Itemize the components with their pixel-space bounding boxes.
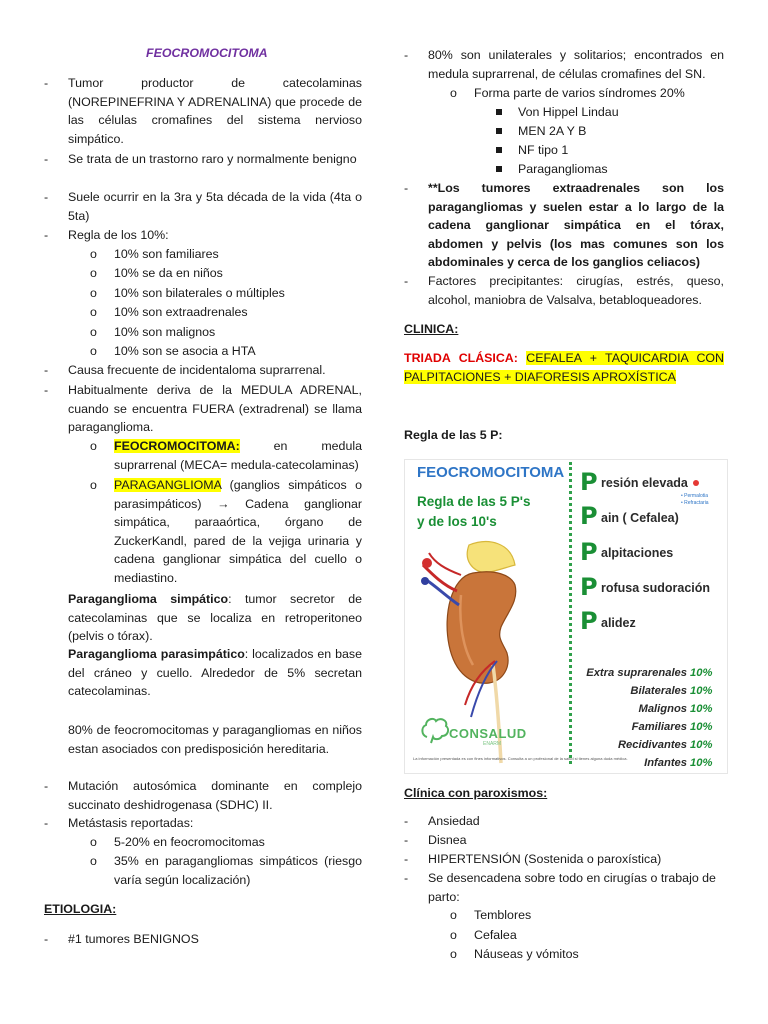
tiny-note: • Permalotia bbox=[681, 493, 709, 499]
dash-bullet: - bbox=[44, 932, 49, 946]
para-label: PARAGANGLIOMA bbox=[114, 478, 222, 492]
dash-bullet: - bbox=[404, 871, 409, 885]
section-heading bbox=[404, 784, 724, 803]
item-text: 10% son se asocia a HTA bbox=[114, 344, 256, 358]
item-text: Habitualmente deriva de la MEDULA ADRENAL, cuando se encuentra FUERA (extradrenal) se llama paraganglioma. bbox=[68, 383, 362, 435]
item-text: Se desencadena sobre todo en cirugías o trabajo de parto: bbox=[428, 871, 716, 904]
stat-label: Extra suprarenales bbox=[586, 667, 687, 679]
item-text: Von Hippel Lindau bbox=[518, 105, 619, 119]
dash-bullet: - bbox=[44, 190, 49, 204]
stat-value: 10% bbox=[690, 721, 713, 733]
dash-bullet: - bbox=[404, 833, 409, 847]
pp-label: Paraganglioma parasimpático bbox=[68, 647, 245, 661]
item-text: Factores precipitantes: cirugías, estrés, queso, alcohol, maniobra de Valsalva, betabloqueadores. bbox=[428, 274, 724, 307]
circle-bullet: o bbox=[450, 947, 457, 961]
stat-label: Malignos bbox=[638, 703, 687, 715]
p-letter: P bbox=[580, 468, 598, 496]
stat-value: 10% bbox=[690, 667, 713, 679]
triada-line-2 bbox=[404, 368, 724, 387]
infographic-5p bbox=[404, 459, 728, 774]
item-text bbox=[114, 476, 362, 588]
item-text: 10% se da en niños bbox=[114, 266, 223, 280]
p-word: resión elevada bbox=[601, 476, 688, 490]
circle-bullet: o bbox=[450, 86, 457, 100]
circle-bullet: o bbox=[90, 854, 97, 868]
circle-bullet: o bbox=[90, 247, 97, 261]
stat-value: 10% bbox=[690, 685, 713, 697]
paragraph-text bbox=[68, 645, 362, 701]
dash-bullet: - bbox=[404, 814, 409, 828]
dotted-divider bbox=[569, 462, 572, 764]
dash-bullet: - bbox=[44, 383, 49, 397]
dash-bullet: - bbox=[44, 779, 49, 793]
item-text: NF tipo 1 bbox=[518, 143, 569, 157]
circle-bullet: o bbox=[450, 908, 457, 922]
stat-label: Infantes bbox=[644, 757, 687, 769]
section-heading bbox=[44, 900, 362, 919]
circle-bullet: o bbox=[90, 439, 97, 453]
item-text: 10% son bilaterales o múltiples bbox=[114, 286, 285, 300]
circle-bullet: o bbox=[90, 266, 97, 280]
item-text: Forma parte de varios síndromes 20% bbox=[474, 86, 685, 100]
item-text: Paragangliomas bbox=[518, 162, 608, 176]
item-text: Causa frecuente de incidentaloma suprarrenal. bbox=[68, 363, 326, 377]
item-text: 10% son extraadrenales bbox=[114, 305, 248, 319]
dash-bullet: - bbox=[404, 181, 409, 195]
item-text bbox=[114, 437, 362, 474]
brain-logo-icon bbox=[419, 715, 451, 745]
ps-label: Paraganglioma simpático bbox=[68, 592, 229, 606]
triada-text bbox=[404, 349, 724, 368]
dash-bullet: - bbox=[44, 228, 49, 242]
dash-bullet: - bbox=[44, 152, 49, 166]
item-text: Ansiedad bbox=[428, 814, 480, 828]
triada-label: TRIADA CLÁSICA: bbox=[404, 351, 518, 365]
p-word: alpitaciones bbox=[601, 546, 674, 560]
dash-bullet: - bbox=[44, 363, 49, 377]
feo-text: en medula suprarrenal (MECA= medula-catecolaminas) bbox=[114, 439, 362, 472]
infographic-sub1: Regla de las 5 P's bbox=[417, 494, 531, 509]
circle-bullet: o bbox=[90, 325, 97, 339]
p-letter: P bbox=[580, 502, 598, 530]
item-text: Suele ocurrir en la 3ra y 5ta década de la vida (4ta o 5ta) bbox=[68, 190, 362, 223]
item-text: #1 tumores BENIGNOS bbox=[68, 932, 199, 946]
dash-bullet: - bbox=[404, 852, 409, 866]
stat-value: 10% bbox=[690, 739, 713, 751]
p-letter: P bbox=[580, 573, 598, 601]
circle-bullet: o bbox=[90, 478, 97, 492]
list-item bbox=[44, 74, 362, 150]
item-text: Cefalea bbox=[474, 928, 517, 942]
circle-bullet: o bbox=[450, 928, 457, 942]
circle-bullet: o bbox=[90, 344, 97, 358]
item-text: HIPERTENSIÓN (Sostenida o paroxística) bbox=[428, 852, 662, 866]
footnote-line: un profesional de la salud si tienes alguna duda médica. bbox=[527, 756, 628, 761]
section-heading bbox=[404, 320, 724, 339]
square-bullet bbox=[496, 128, 502, 134]
item-text: Mutación autosómica dominante en complejo succinato deshidrogenasa (SDHC) II. bbox=[68, 779, 362, 812]
ps-text: : tumor secretor de catecolaminas que se localiza en retroperitoneo (pelvis o tórax). bbox=[68, 592, 362, 644]
item-text: 10% son malignos bbox=[114, 325, 216, 339]
dash-bullet: - bbox=[404, 48, 409, 62]
dash-bullet: - bbox=[44, 76, 49, 90]
tiny-note: • Refractaria bbox=[681, 500, 709, 506]
logo-subtext: ENARM bbox=[483, 741, 502, 747]
p-word: ain ( Cefalea) bbox=[601, 511, 679, 525]
stat-label: Bilaterales bbox=[630, 685, 687, 697]
item-text: Tumor productor de catecolaminas (NOREPINEFRINA Y ADRENALINA) que procede de las células cromafines del sistema nervioso simpático. bbox=[68, 76, 362, 146]
feo-label: FEOCROMOCITOMA: bbox=[114, 439, 240, 453]
square-bullet bbox=[496, 166, 502, 172]
dash-bullet: - bbox=[404, 274, 409, 288]
pp-text: : localizados en base del cráneo y cuello. Alrededor de 5% secretan catecolaminas. bbox=[68, 647, 362, 699]
item-text: **Los tumores extraadrenales son los paragangliomas y suelen estar a lo largo de la cadena ganglionar simpática en el tórax, abdomen y pelvis (los mas comunes son los abdominales y cerca de los ganglios celiacos) bbox=[428, 181, 724, 270]
stat-label: Familiares bbox=[631, 721, 687, 733]
item-text: 35% en paragangliomas simpáticos (riesgo varía según localización) bbox=[114, 854, 362, 887]
p-word: rofusa sudoración bbox=[601, 581, 711, 595]
paragraph-text: 80% de feocromocitomas y paragangliomas en niños estan asociados con predisposición hereditaria. bbox=[68, 723, 362, 756]
item-text: Metástasis reportadas: bbox=[68, 816, 194, 830]
paroxismos-heading: Clínica con paroxismos: bbox=[404, 786, 548, 800]
stat-label: Recidivantes bbox=[617, 739, 687, 751]
infographic-title: FEOCROMOCITOMA bbox=[417, 464, 565, 481]
triada-b: PALPITACIONES + DIAFORESIS APROXÍSTICA bbox=[404, 370, 676, 384]
section-heading bbox=[404, 426, 724, 445]
page-title: FEOCROMOCITOMA bbox=[146, 46, 268, 60]
p-letter: P bbox=[580, 607, 598, 635]
footnote-line: La información presentada es con fines informativos. Consulta a bbox=[413, 756, 527, 761]
infographic-sub2: y de los 10's bbox=[417, 514, 497, 529]
square-bullet bbox=[496, 147, 502, 153]
clinica-heading: CLINICA: bbox=[404, 322, 459, 336]
item-text: Temblores bbox=[474, 908, 532, 922]
regla-5p-heading: Regla de las 5 P: bbox=[404, 428, 503, 442]
item-text: Regla de los 10%: bbox=[68, 228, 169, 242]
item-text: 10% son familiares bbox=[114, 247, 219, 261]
item-text: 5-20% en feocromocitomas bbox=[114, 835, 265, 849]
stat-value: 10% bbox=[690, 703, 713, 715]
etiologia-heading: ETIOLOGIA: bbox=[44, 902, 117, 916]
item-text: MEN 2A Y B bbox=[518, 124, 587, 138]
p-word: alidez bbox=[601, 616, 636, 630]
triada-line bbox=[404, 349, 724, 368]
p-letter: P bbox=[580, 538, 598, 566]
circle-bullet: o bbox=[90, 286, 97, 300]
triada-a: CEFALEA + TAQUICARDIA CON bbox=[526, 351, 725, 365]
footnote bbox=[413, 756, 628, 761]
para-text: (ganglios simpáticos o parasimpáticos) → Cadena ganglionar simpática, paraaórtica, órgano de ZuckerKandl, pared de la vejiga urinaria y cadena ganglionar simpática del cuello o mediastino. bbox=[114, 478, 362, 585]
logo-text: CONSALUD bbox=[449, 726, 527, 741]
item-text: Náuseas y vómitos bbox=[474, 947, 579, 961]
circle-bullet: o bbox=[90, 305, 97, 319]
circle-bullet: o bbox=[90, 835, 97, 849]
red-dot-icon bbox=[693, 480, 699, 486]
dash-bullet: - bbox=[44, 816, 49, 830]
paragraph-text bbox=[68, 590, 362, 646]
square-bullet bbox=[496, 109, 502, 115]
stat-value: 10% bbox=[690, 757, 713, 769]
item-text: 80% son unilaterales y solitarios; encontrados en medula suprarrenal, de células cromafines del SN. bbox=[428, 48, 724, 81]
item-text: Se trata de un trastorno raro y normalmente benigno bbox=[68, 152, 357, 166]
item-text: Disnea bbox=[428, 833, 467, 847]
